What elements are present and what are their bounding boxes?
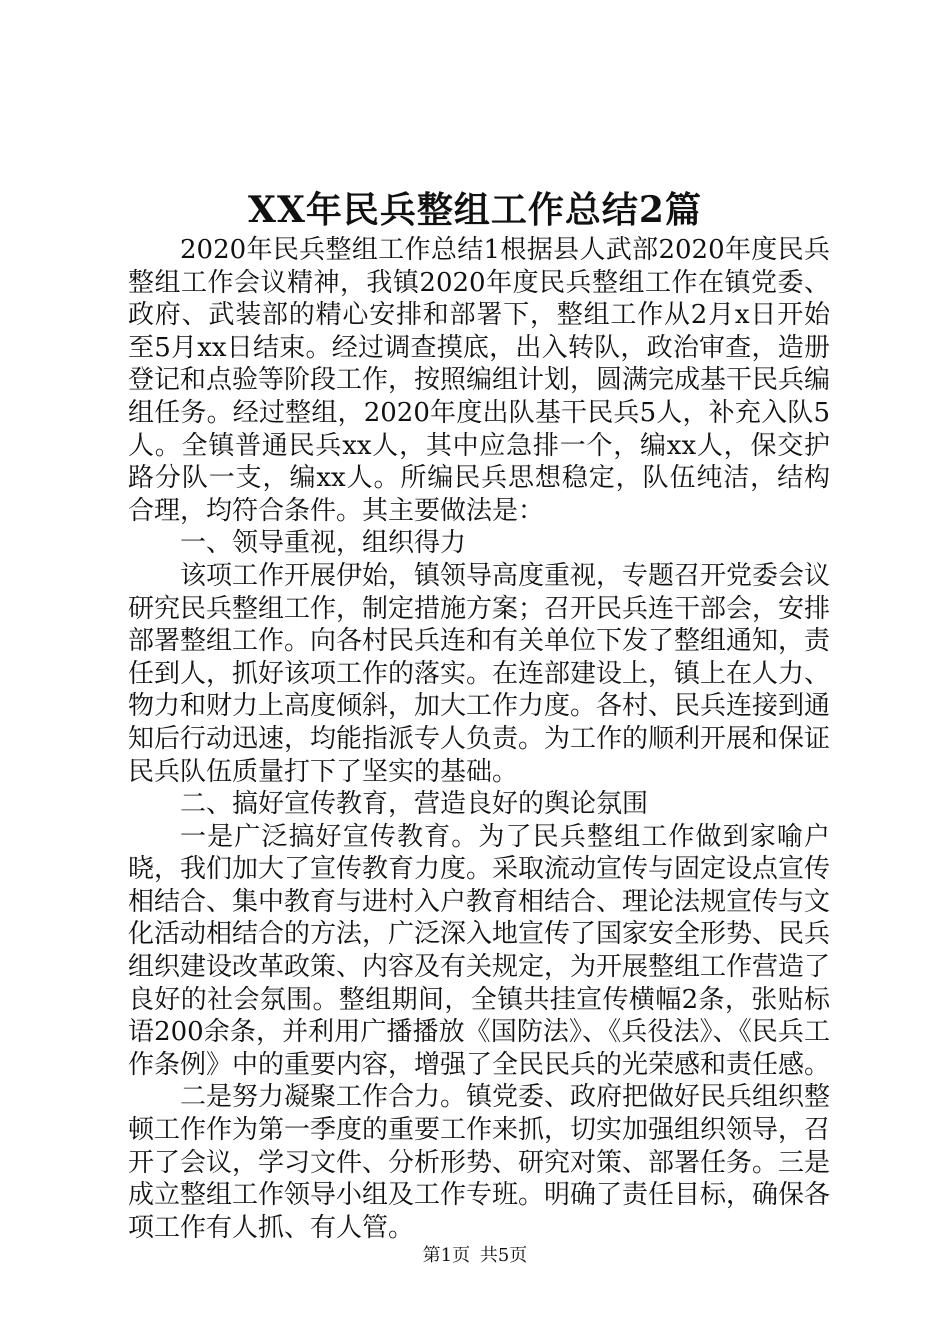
page-footer [0,1244,950,1268]
section-heading-publicity: 二、搞好宣传教育，营造良好的舆论氛围 [180,789,649,820]
paragraph-leadership: 该项工作开展伊始，镇领导高度重视，专题召开党委会议研究民兵整组工作，制定措施方案；召开民兵连干部会，安排部署整组工作。向各村民兵连和有关单位下发了整组通知，责任到人，抓好该项工作的落实。在连部建设上，镇上在人力、物力和财力上高度倾斜，加大工作力度。各村、民兵连接到通知后行动迅速，均能指派专人负责。为工作的顺利开展和保证民兵队伍质量打下了坚实的基础。 [128,560,831,787]
paragraph-intro: 2020年民兵整组工作总结1根据县人武部2020年度民兵整组工作会议精神，我镇2020年度民兵整组工作在镇党委、政府、武装部的精心安排和部署下，整组工作从2月x日开始至5月xx日结束。经过调查摸底，出入转队，政治审查，造册登记和点验等阶段工作，按照编组计划，圆满完成基干民兵编组任务。经过整组，2020年度出队基干民兵5人，补充入队5人。全镇普通民兵xx人，其中应急排一个，编xx人，保交护路分队一支，编xx人。所编民兵思想稳定，队伍纯洁，结构合理，均符合条件。其主要做法是： [128,235,831,526]
document-title: XX年民兵整组工作总结2篇 [248,189,702,231]
document-body [128,234,830,1244]
page-number: 第1页 [422,1245,471,1266]
section-heading-leadership: 一、领导重视，组织得力 [180,528,467,559]
paragraph-joint-effort: 二是努力凝聚工作合力。镇党委、政府把做好民兵组织整顿工作作为第一季度的重要工作来抓，切实加强组织领导，召开了会议，学习文件、分析形势、研究对策、部署任务。三是成立整组工作领导小组及工作专班。明确了责任目标，确保各项工作有人抓、有人管。 [128,1082,831,1243]
paragraph-publicity: 一是广泛搞好宣传教育。为了民兵整组工作做到家喻户晓，我们加大了宣传教育力度。采取流动宣传与固定设点宣传相结合、集中教育与进村入户教育相结合、理论法规宣传与文化活动相结合的方法，广泛深入地宣传了国家安全形势、民兵组织建设改革政策、内容及有关规定，为开展整组工作营造了良好的社会氛围。整组期间，全镇共挂宣传横幅2条，张贴标语200余条，并利用广播播放《国防法》、《兵役法》、《民兵工作条例》中的重要内容，增强了全民民兵的光荣感和责任感。 [128,821,831,1080]
page-total: 共5页 [479,1245,528,1266]
